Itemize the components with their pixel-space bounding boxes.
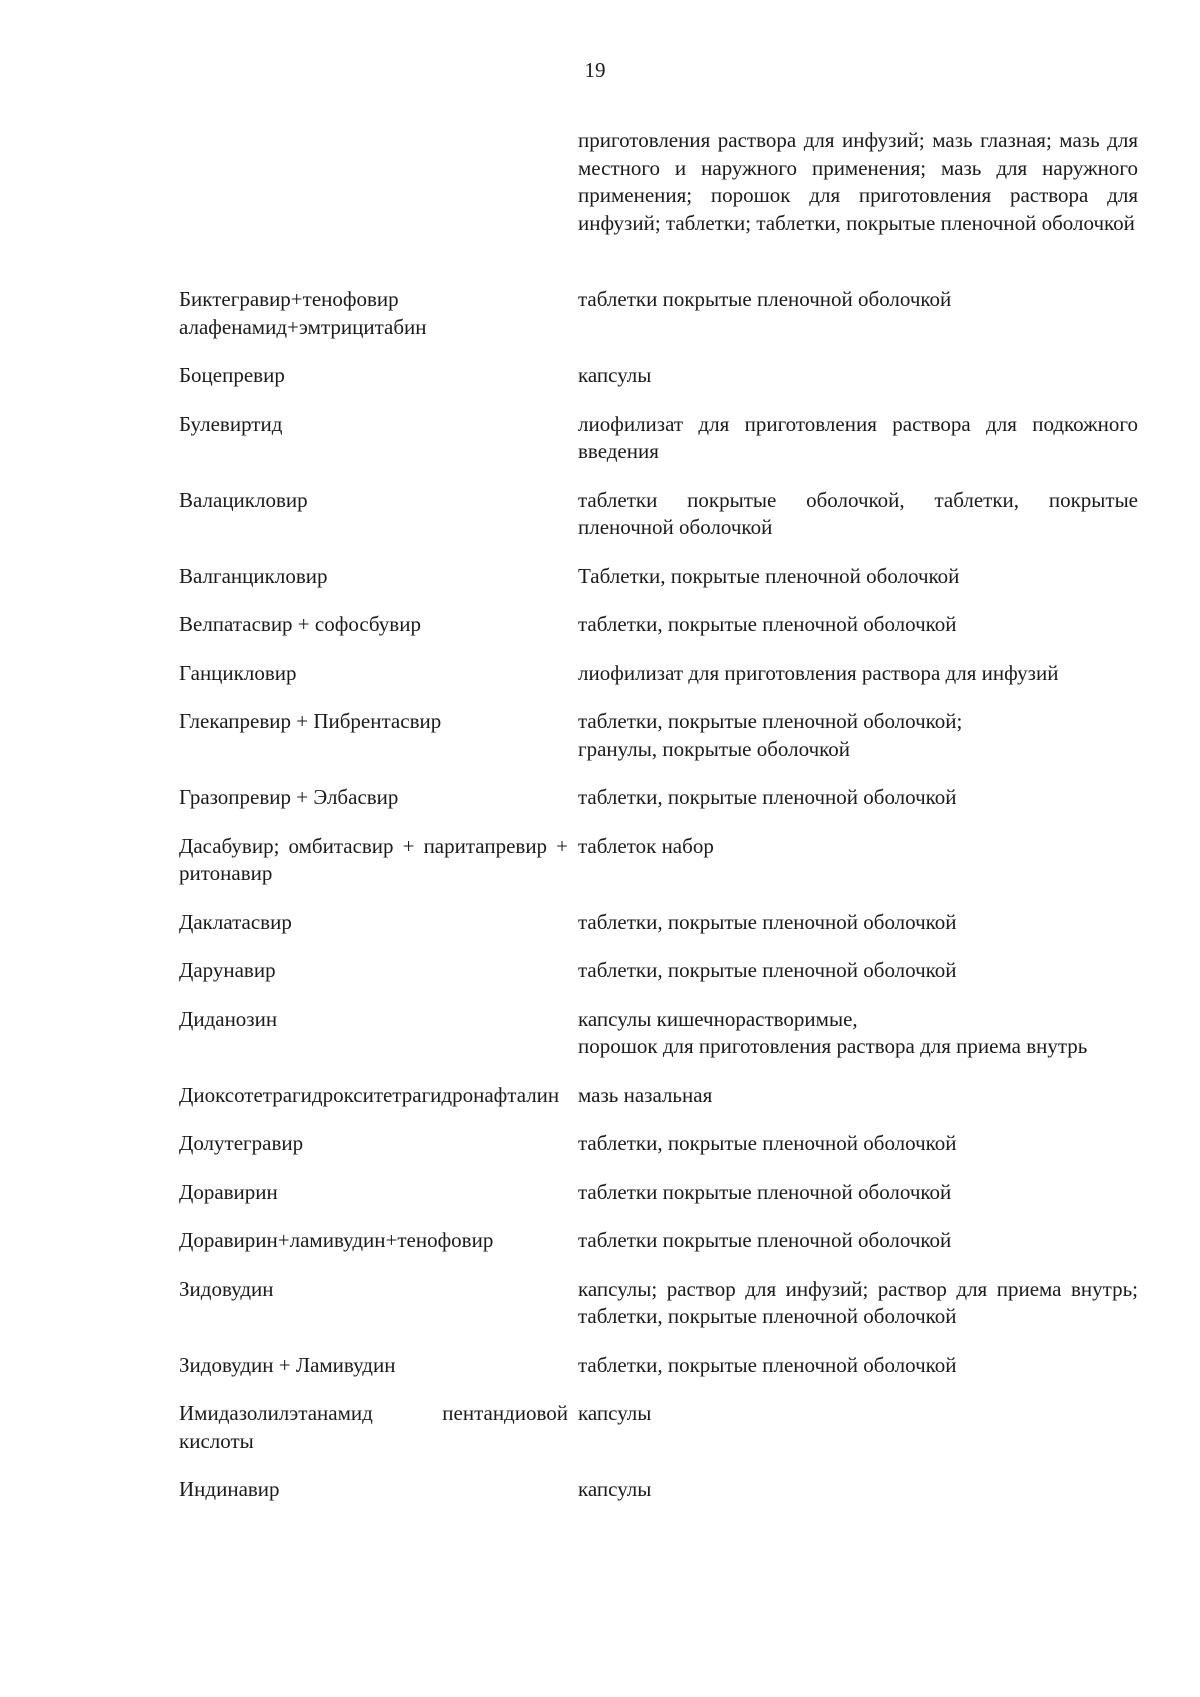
drug-name: Доравирин (179, 1179, 278, 1204)
drug-name: Зидовудин + Ламивудин (179, 1352, 396, 1377)
drug-name: Диоксотетрагидрокситетрагидронафталин (179, 1082, 560, 1107)
table-row (0, 1352, 1200, 1380)
table-row (0, 1276, 1200, 1331)
drug-name: Валганцикловир (179, 563, 328, 588)
dosage-form: капсулы (578, 363, 652, 387)
continuation-text: приготовления раствора для инфузий; мазь глазная; мазь для местного и наружного применения; мазь для наружного применения; порошок для приготовления раствора для инфузий; таблетки; таблетки, покрытые пленочной оболочкой (578, 128, 1138, 235)
dosage-form: таблетки, покрытые пленочной оболочкой (578, 958, 957, 982)
drug-name: Гразопревир + Элбасвир (179, 785, 399, 809)
table-row (0, 1082, 1200, 1110)
table-row (0, 1130, 1200, 1158)
dosage-form: таблетки, покрытые пленочной оболочкой (578, 909, 957, 934)
drug-name: Валацикловир (179, 487, 308, 512)
table-row (0, 784, 1200, 812)
table-row (0, 411, 1200, 466)
drug-name: Индинавир (179, 1477, 280, 1501)
dosage-form: лиофилизат для приготовления раствора для инфузий (578, 660, 1059, 685)
drug-name: Глекапревир + Пибрентасвир (179, 709, 442, 733)
drug-name: Ганцикловир (179, 660, 297, 685)
dosage-form: капсулы; раствор для инфузий; раствор для приема внутрь; таблетки, покрытые пленочной оболочкой (578, 1276, 1138, 1328)
dosage-form: таблетки, покрытые пленочной оболочкой (578, 612, 957, 636)
drug-name: Даклатасвир (179, 909, 292, 934)
table-row (0, 1179, 1200, 1207)
dosage-form: таблетки, покрытые пленочной оболочкой (578, 785, 957, 809)
table-row (0, 833, 1200, 888)
table-row (0, 286, 1200, 341)
dosage-form: мазь назальная (578, 1082, 713, 1107)
drug-name: Велпатасвир + софосбувир (179, 612, 421, 636)
table-row (0, 1476, 1200, 1504)
drug-name: Доравирин+ламивудин+тенофовир (179, 1228, 494, 1252)
table-row (0, 1400, 1200, 1455)
drug-name: Долутегравир (179, 1131, 304, 1155)
dosage-form: таблетки покрытые пленочной оболочкой (578, 1179, 952, 1204)
table-row (0, 563, 1200, 591)
dosage-form: таблетки покрытые пленочной оболочкой (578, 1228, 952, 1252)
table-row (0, 362, 1200, 390)
dosage-form: таблеток набор (578, 833, 714, 858)
dosage-form: таблетки, покрытые пленочной оболочкой; гранулы, покрытые оболочкой (578, 709, 963, 761)
table-row (0, 957, 1200, 985)
table-row (0, 487, 1200, 542)
drug-name: Имидазолилэтанамид пентандиовой кислоты (179, 1401, 568, 1453)
drug-name: Боцепревир (179, 363, 285, 387)
drug-name: Булевиртид (179, 411, 283, 436)
dosage-form: таблетки покрытые оболочкой, таблетки, покрытые пленочной оболочкой (578, 487, 1138, 539)
dosage-form: таблетки покрытые пленочной оболочкой (578, 287, 952, 311)
dosage-form: капсулы (578, 1401, 652, 1425)
table-row (0, 1227, 1200, 1255)
page-number: 19 (584, 58, 606, 82)
dosage-form: капсулы кишечнорастворимые, порошок для приготовления раствора для приема внутрь (578, 1006, 1088, 1058)
drug-table (0, 286, 1200, 1525)
drug-name: Диданозин (179, 1006, 278, 1031)
table-row (0, 1006, 1200, 1061)
dosage-form: таблетки, покрытые пленочной оболочкой (578, 1352, 957, 1377)
dosage-form: таблетки, покрытые пленочной оболочкой (578, 1131, 957, 1155)
drug-name: Биктегравир+тенофовир алафенамид+эмтрицитабин (179, 287, 427, 339)
table-row (0, 909, 1200, 937)
dosage-form: капсулы (578, 1477, 652, 1501)
table-row (0, 708, 1200, 763)
table-row (0, 611, 1200, 639)
drug-name: Зидовудин (179, 1276, 274, 1301)
dosage-form: лиофилизат для приготовления раствора для подкожного введения (578, 411, 1138, 463)
drug-name: Дасабувир; омбитасвир + паритапревир + ритонавир (179, 833, 568, 885)
drug-name: Дарунавир (179, 958, 276, 982)
dosage-form: Таблетки, покрытые пленочной оболочкой (578, 563, 960, 588)
table-row (0, 660, 1200, 688)
